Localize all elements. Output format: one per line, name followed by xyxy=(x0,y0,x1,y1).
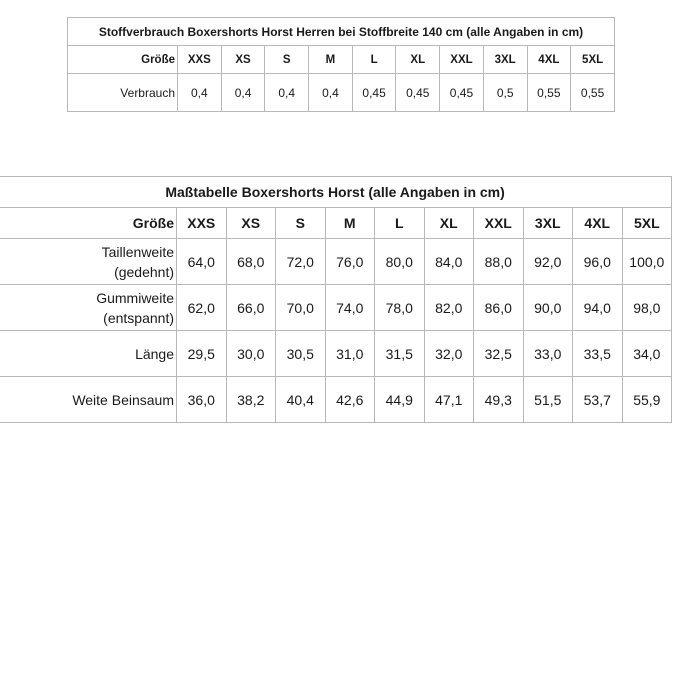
size-header-cell: 5XL xyxy=(571,46,615,74)
value-cell: 30,0 xyxy=(226,331,276,377)
table-row xyxy=(68,74,615,112)
value-cell: 94,0 xyxy=(573,285,623,331)
value-cell: 44,9 xyxy=(375,377,425,423)
size-header-cell: XXL xyxy=(474,208,524,239)
size-header-cell: 3XL xyxy=(483,46,527,74)
size-header-cell: M xyxy=(309,46,353,74)
table-row xyxy=(0,331,672,377)
size-header-cell: 3XL xyxy=(523,208,573,239)
row-label: Weite Beinsaum xyxy=(0,377,177,423)
row-label-line: (gedehnt) xyxy=(114,263,174,280)
size-label: Größe xyxy=(0,208,177,239)
value-cell: 0,55 xyxy=(527,74,571,112)
value-cell: 76,0 xyxy=(325,239,375,285)
value-cell: 86,0 xyxy=(474,285,524,331)
table-title-row xyxy=(68,18,615,46)
value-cell: 92,0 xyxy=(523,239,573,285)
size-chart-table xyxy=(0,176,672,423)
size-label: Größe xyxy=(68,46,178,74)
row-label: Verbrauch xyxy=(68,74,178,112)
value-cell: 33,5 xyxy=(573,331,623,377)
value-cell: 96,0 xyxy=(573,239,623,285)
size-header-cell: S xyxy=(276,208,326,239)
size-header-cell: L xyxy=(352,46,396,74)
size-header-row xyxy=(0,208,672,239)
table-row xyxy=(0,377,672,423)
value-cell: 40,4 xyxy=(276,377,326,423)
value-cell: 47,1 xyxy=(424,377,474,423)
size-header-row xyxy=(68,46,615,74)
value-cell: 62,0 xyxy=(177,285,227,331)
value-cell: 84,0 xyxy=(424,239,474,285)
value-cell: 32,5 xyxy=(474,331,524,377)
value-cell: 98,0 xyxy=(622,285,672,331)
value-cell: 0,45 xyxy=(352,74,396,112)
row-label xyxy=(0,285,177,331)
value-cell: 90,0 xyxy=(523,285,573,331)
value-cell: 55,9 xyxy=(622,377,672,423)
value-cell: 80,0 xyxy=(375,239,425,285)
row-label-line: Gummiweite xyxy=(96,289,174,306)
value-cell: 64,0 xyxy=(177,239,227,285)
row-label-line: Taillenweite xyxy=(101,243,174,260)
row-label: Länge xyxy=(0,331,177,377)
value-cell: 82,0 xyxy=(424,285,474,331)
size-header-cell: XS xyxy=(221,46,265,74)
value-cell: 29,5 xyxy=(177,331,227,377)
value-cell: 49,3 xyxy=(474,377,524,423)
value-cell: 68,0 xyxy=(226,239,276,285)
value-cell: 72,0 xyxy=(276,239,326,285)
value-cell: 0,4 xyxy=(221,74,265,112)
value-cell: 0,45 xyxy=(396,74,440,112)
value-cell: 0,55 xyxy=(571,74,615,112)
table-row xyxy=(0,285,672,331)
value-cell: 33,0 xyxy=(523,331,573,377)
fabric-consumption-table xyxy=(67,17,615,112)
value-cell: 74,0 xyxy=(325,285,375,331)
value-cell: 0,45 xyxy=(440,74,484,112)
value-cell: 32,0 xyxy=(424,331,474,377)
value-cell: 0,5 xyxy=(483,74,527,112)
row-label-line: (entspannt) xyxy=(103,309,174,326)
value-cell: 88,0 xyxy=(474,239,524,285)
size-header-cell: M xyxy=(325,208,375,239)
size-header-cell: XL xyxy=(424,208,474,239)
value-cell: 42,6 xyxy=(325,377,375,423)
value-cell: 30,5 xyxy=(276,331,326,377)
table-title: Stoffverbrauch Boxershorts Horst Herren bei Stoffbreite 140 cm (alle Angaben in cm) xyxy=(68,18,615,46)
table-title: Maßtabelle Boxershorts Horst (alle Angaben in cm) xyxy=(0,177,672,208)
size-header-cell: XL xyxy=(396,46,440,74)
value-cell: 36,0 xyxy=(177,377,227,423)
value-cell: 100,0 xyxy=(622,239,672,285)
value-cell: 70,0 xyxy=(276,285,326,331)
value-cell: 53,7 xyxy=(573,377,623,423)
size-header-cell: 4XL xyxy=(527,46,571,74)
size-header-cell: L xyxy=(375,208,425,239)
value-cell: 0,4 xyxy=(178,74,222,112)
table-row xyxy=(0,239,672,285)
row-label xyxy=(0,239,177,285)
value-cell: 31,5 xyxy=(375,331,425,377)
value-cell: 0,4 xyxy=(265,74,309,112)
value-cell: 51,5 xyxy=(523,377,573,423)
value-cell: 38,2 xyxy=(226,377,276,423)
size-header-cell: S xyxy=(265,46,309,74)
size-header-cell: XXS xyxy=(178,46,222,74)
value-cell: 78,0 xyxy=(375,285,425,331)
value-cell: 31,0 xyxy=(325,331,375,377)
size-header-cell: 5XL xyxy=(622,208,672,239)
size-header-cell: XXS xyxy=(177,208,227,239)
size-header-cell: 4XL xyxy=(573,208,623,239)
size-header-cell: XS xyxy=(226,208,276,239)
table-title-row xyxy=(0,177,672,208)
value-cell: 0,4 xyxy=(309,74,353,112)
value-cell: 66,0 xyxy=(226,285,276,331)
value-cell: 34,0 xyxy=(622,331,672,377)
size-header-cell: XXL xyxy=(440,46,484,74)
